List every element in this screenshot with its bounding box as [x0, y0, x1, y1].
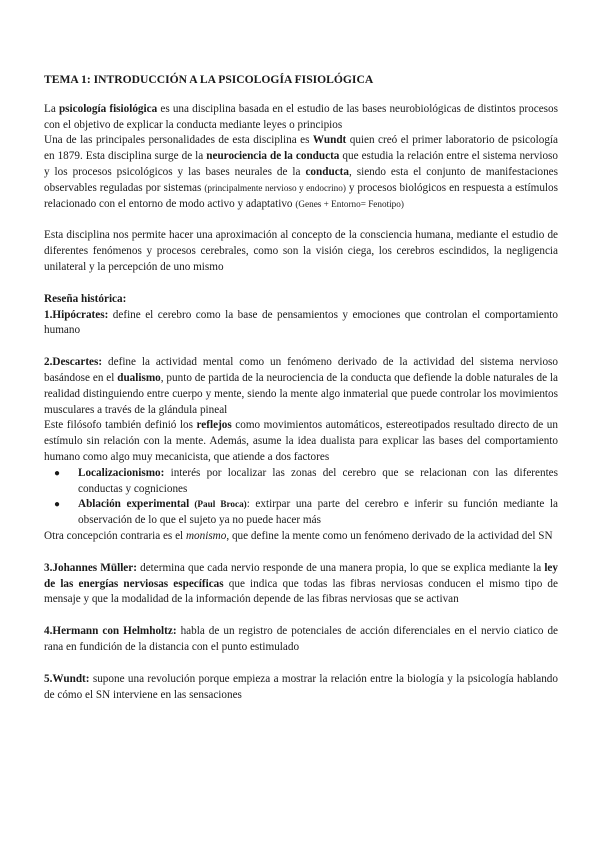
intro-paragraph-1: [44, 102, 558, 134]
intro-paragraph-2: [44, 133, 558, 212]
muller-label: 3.Johannes Müller:: [44, 561, 137, 574]
muller-paragraph: [44, 561, 558, 608]
monismo-paragraph: [44, 529, 558, 545]
term-wundt: Wundt: [312, 134, 347, 147]
wundt-label: 5.Wundt:: [44, 672, 90, 685]
bullet-icon: ●: [54, 467, 61, 479]
term-dualismo: dualismo: [117, 371, 161, 384]
text-run: Una de las principales personalidades de esta disciplina es: [44, 134, 313, 147]
term-reflejos: reflejos: [196, 419, 232, 432]
bullet-icon: ●: [54, 499, 61, 511]
text-run: Este filósofo también definió los: [44, 419, 197, 432]
small-note: (principalmente nervioso y endocrino): [204, 182, 346, 193]
text-run: supone una revolución porque empieza a mostrar la relación entre la biología y la psicología hablando de cómo el SN interviene en las sensaciones: [44, 672, 558, 701]
hipocrates-paragraph: [44, 308, 558, 340]
text-run: que indica que todas las fibras nerviosas conducen el mismo tipo de mensaje y que la modalidad de la información depende de las fibras nerviosas que se activan: [44, 577, 558, 606]
list-item: [54, 497, 558, 529]
text-run: como movimientos automáticos, estereotipados resultado directo de un estímulo sin relación con la mente. Además, asume la idea dualista para explicar las bases del comportamiento humano como algo muy mecanicista, que atiende a dos factores: [44, 419, 558, 463]
text-run: : extirpar una parte del cerebro e inferir su función mediante la observación de lo que el sujeto ya no puede hacer más: [78, 498, 558, 527]
history-heading: [44, 292, 558, 308]
term-neurociencia: neurociencia de la conducta: [206, 150, 340, 163]
descartes-paragraph-1: [44, 355, 558, 418]
document-title: TEMA 1: INTRODUCCIÓN A LA PSICOLOGÍA FISIOLÓGICA: [44, 73, 374, 86]
list-item: [54, 466, 558, 498]
text-run: define la actividad mental como un fenómeno derivado de la actividad del sistema nervioso basándose en el: [44, 356, 558, 384]
text-run: , siendo esta el conjunto de manifestaciones observables reguladas por sistemas: [44, 165, 558, 194]
term-conducta: conducta: [305, 165, 349, 178]
text-run: habla de un registro de potenciales de acción diferenciales en el nervio ciatico de rana en fundición de la distancia con el punto estimulado: [44, 625, 558, 653]
text-run: define el cerebro como la base de pensamientos y emociones que controlan el comportamiento humano: [44, 308, 558, 337]
text-run: , punto de partida de la neurociencia de la conducta que defiende la doble naturales de la realidad distinguiendo entre cuerpo y mente, siendo la mente algo inmaterial que puede controlar los movimientos musculares a través de la glándula pineal: [44, 371, 558, 416]
helmholtz-label: 4.Hermann con Helmholtz:: [44, 625, 177, 638]
text-run: que estudia la relación entre el sistema nervioso y los procesos psicológicos y las bases neurales de la: [44, 150, 558, 178]
descartes-paragraph-2: [44, 418, 558, 465]
term-ley-energias: ley de las energías nerviosas específicas: [44, 561, 558, 590]
descartes-label: 2.Descartes:: [44, 356, 103, 369]
term-psicologia-fisiologica: psicología fisiológica: [58, 102, 158, 115]
factors-list: [44, 466, 558, 529]
document-page: [44, 72, 558, 703]
term-monismo: monismo: [185, 529, 227, 542]
small-note-formula: (Genes + Entorno= Fenotipo): [295, 198, 404, 209]
intro-paragraph-3: Esta disciplina nos permite hacer una aproximación al concepto de la consciencia humana, mediante el estudio de diferentes fenómenos y procesos cerebrales, como son la visión ciega, los cerebros escindidos, la negligencia unilateral y la percepción de uno mismo: [44, 229, 558, 273]
bullet-label: Ablación experimental: [78, 498, 190, 511]
text-run: es una disciplina basada en el estudio de las bases neurobiológicas de distintos procesos con el objetivo de explicar la conducta mediante leyes o principios: [44, 102, 558, 131]
text-run: La: [44, 102, 59, 115]
text-run: Otra concepción contraria es el: [44, 529, 186, 542]
text-run: determina que cada nervio responde de una manera propia, lo que se explica mediante la: [136, 561, 545, 574]
text-run: , que define la mente como un fenómeno derivado de la actividad del SN: [226, 529, 553, 542]
helmholtz-paragraph: [44, 624, 558, 656]
wundt-paragraph: [44, 672, 558, 704]
text-run: quien creó el primer laboratorio de psicología en 1879. Esta disciplina surge de la: [44, 134, 558, 163]
small-note: (Paul Broca): [189, 499, 247, 510]
bullet-label: Localizacionismo:: [78, 466, 165, 479]
section-heading: Reseña histórica:: [44, 292, 127, 305]
text-run: interés por localizar las zonas del cerebro que se relacionan con las diferentes conductas y cogniciones: [78, 466, 558, 495]
hipocrates-label: 1.Hipócrates:: [44, 308, 109, 321]
text-run: y procesos biológicos en respuesta a estímulos relacionado con el entorno de modo activo y adaptativo: [44, 181, 558, 210]
